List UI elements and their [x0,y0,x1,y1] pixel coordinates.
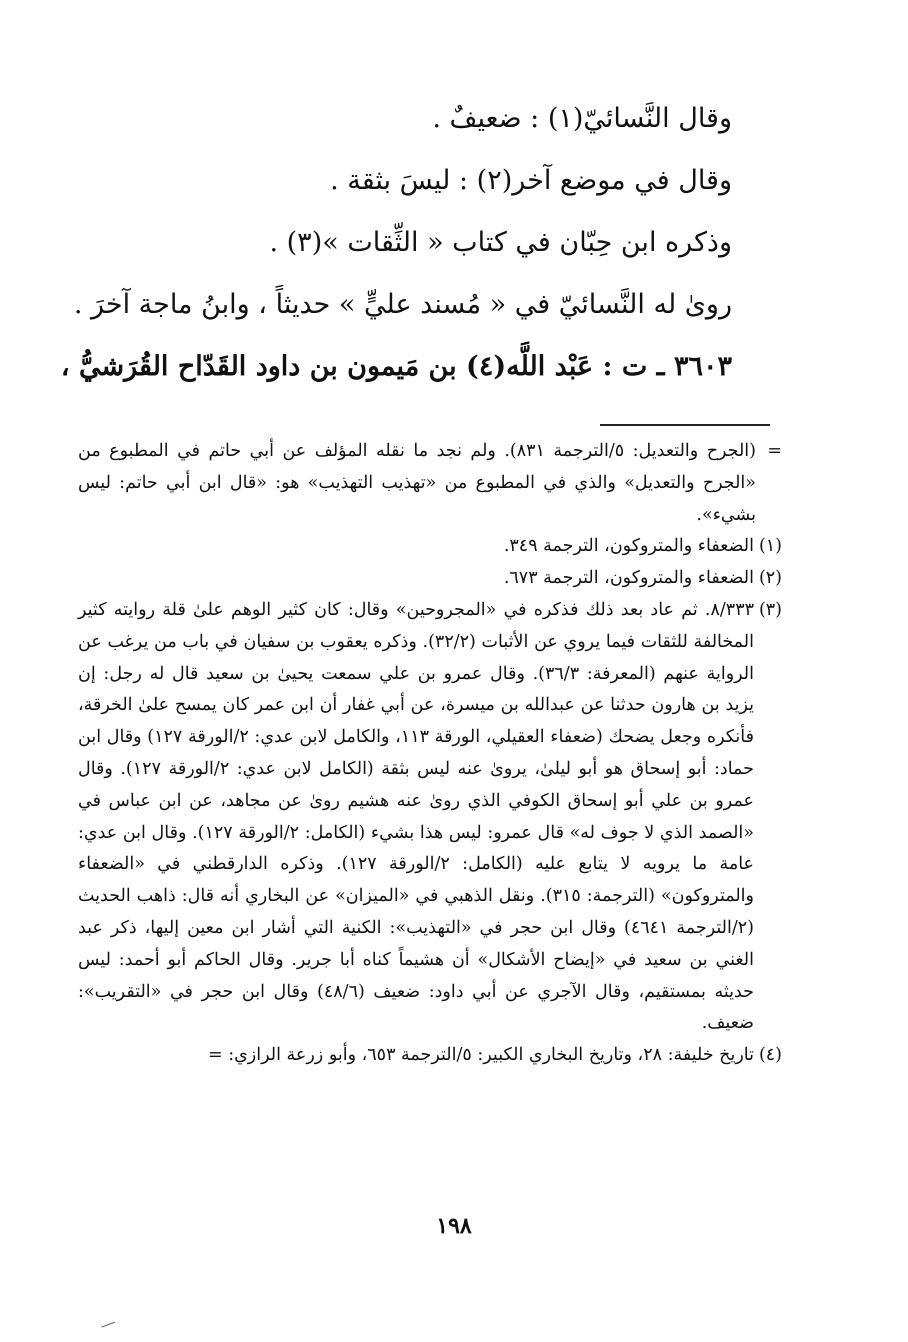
main-line-2: وقال في موضع آخر(٢) : ليسَ بثقة . [330,165,732,196]
entry-heading: ٣٦٠٣ ـ ت : عَبْد اللَّه(٤) بن مَيمون بن داود القَدّاح القُرَشيُّ ، [60,351,732,382]
footnote-mark: (١) [758,536,782,557]
footnote-mark: (٣) [758,599,782,620]
page-number: ١٩٨ [436,1213,472,1239]
footnote-text: ٨/٣٣٣. ثم عاد بعد ذلك فذكره في «المجروحين» وقال: كان كثير الوهم علىٰ قلة روايته كثير المخالفة للثقات فيما يروي عن الأثبات (٣٢/٢). وذكره يعقوب بن سفيان في باب من يرغب عن الرواية عنهم (المعرفة: ٣٦/٣). وقال عمرو بن علي سمعت يحيىٰ بن سعيد قال له رجل: إن يزيد بن هارون حدثنا عن عبدالله بن ميسرة، عن أبي غفار أن ابن عمر كان يمسح علىٰ الخرقة، فأنكره وجعل يضحك (ضعفاء العقيلي، الورقة ١١٣، والكامل لابن عدي: ٢/الورقة ١٢٧) وقال ابن حماد: أبو إسحاق هو أبو ليلىٰ، يروىٰ عنه ليس بثقة (الكامل لابن عدي: ٢/الورقة ١٢٧). وقال عمرو بن علي أبو إسحاق الكوفي الذي روىٰ عنه هشيم روىٰ عن مجاهد، عن ابن عباس في «الصمد الذي لا جوف له» قال عمرو: ليس هذا بشيء (الكامل: ٢/الورقة ١٢٧). وقال ابن عدي: عامة ما يرويه لا يتابع عليه (الكامل: ٢/الورقة ١٢٧). وذكره الدارقطني في «الضعفاء والمتروكون» (الترجمة: ٣١٥). ونقل الذهبي في «الميزان» عن البخاري أنه قال: ذاهب الحديث (٢/الترجمة ٤٦٤١) وقال ابن حجر في «التهذيب»: الكنية التي أشار ابن معين إليها، ذكر عبد الغني بن سعيد في «إيضاح الأشكال» أن هشيماً كناه أبا جرير. وقال الحاكم أبو أحمد: ليس حديثه بمستقيم، وقال الآجري عن أبي داود: ضعيف (٤٨/٦) وقال ابن حجر في «التقريب»: ضعيف. [78,599,755,1034]
footnote-text: تاريخ خليفة: ٢٨، وتاريخ البخاري الكبير: ٥/الترجمة ٦٥٣، وأبو زرعة الرازي: = [207,1045,754,1066]
footnote-mark: = [767,441,782,461]
footnote-mark: (٤) [758,1045,782,1066]
footnote-text: الضعفاء والمتروكون، الترجمة ٣٤٩. [503,536,754,557]
footnotes [78,436,780,1072]
main-text [60,88,732,398]
footnote-3 [78,595,780,1040]
footnote-continued [78,436,780,531]
footnote-2 [78,563,780,595]
footnote-text: الضعفاء والمتروكون، الترجمة ٦٧٣. [503,568,754,589]
footnote-1 [78,531,780,563]
main-line-4: روىٰ له النَّسائيّ في « مُسند عليٍّ » حديثاً ، وابنُ ماجة آخرَ . [73,289,732,320]
footnote-text: (الجرح والتعديل: ٥/الترجمة ٨٣١). ولم نجد ما نقله المؤلف عن أبي حاتم في المطبوع من «الجرح والتعديل» والذي في المطبوع من «تهذيب التهذيب» هو: «قال ابن أبي حاتم: ليس بشيء». [78,441,756,525]
main-line-1: وقال النَّسائيّ(١) : ضعيفٌ . [432,103,732,134]
footnote-mark: (٢) [758,568,782,589]
footnote-4 [78,1040,780,1072]
main-line-3: وذكره ابن حِبّان في كتاب « الثِّقات »(٣) . [269,227,732,258]
footnote-separator [600,424,770,426]
scan-mark [102,1322,117,1331]
